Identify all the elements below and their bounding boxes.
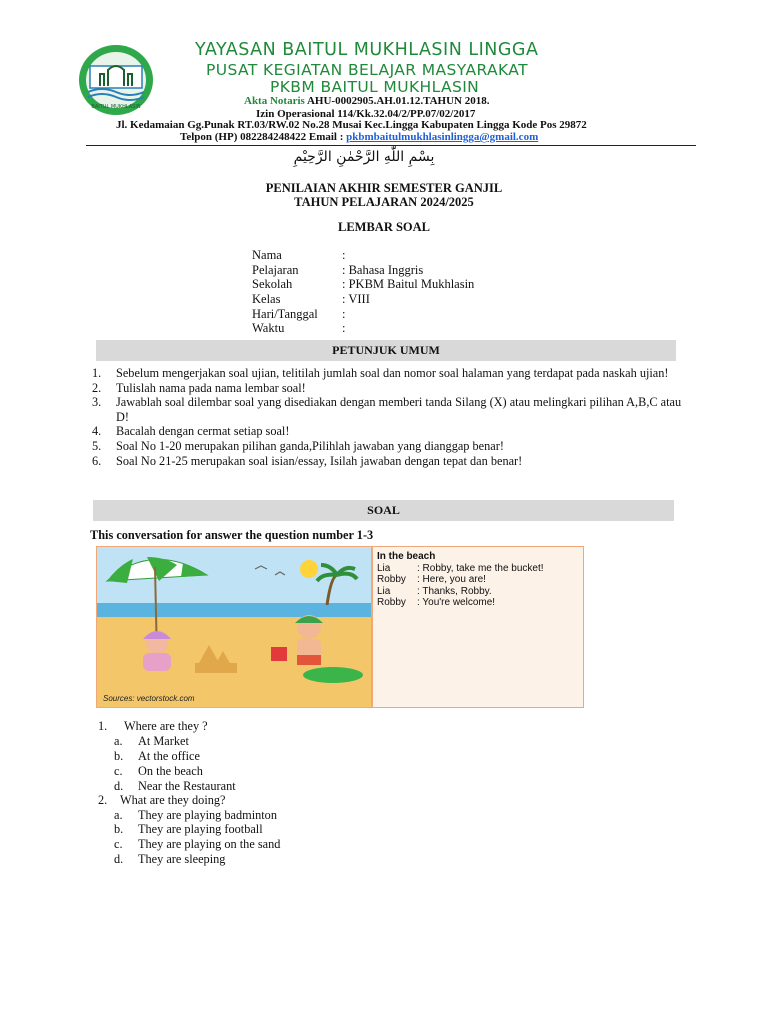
list-item: 1. Sebelum mengerjakan soal ujian, telitilah jumlah soal dan nomor soal halaman yang terdapat pada naskah ujian! [92,366,669,380]
email-link[interactable]: pkbmbaitulmukhlasinlingga@gmail.com [346,131,539,143]
list-item: 3. Jawablah soal dilembar soal yang disediakan dengan memberi tanda Silang (X) atau melingkari pilihan A,B,C atau D! [92,395,682,424]
question-2: 2. What are they doing? [98,793,226,807]
instruction-list [92,366,692,468]
identity-row: Kelas : VIII [252,292,370,306]
beach-scene-image [97,547,373,707]
soal-heading: SOAL [93,500,674,521]
svg-text:BAITUL MUKHLASIN: BAITUL MUKHLASIN [91,104,141,110]
dialog-line: Lia : Thanks, Robby. [377,585,492,597]
list-item: 5. Soal No 1-20 merupakan pilihan ganda,Pilihlah jawaban yang dianggap benar! [92,438,504,453]
org-name: YAYASAN BAITUL MUKHLASIN LINGGA [195,40,539,60]
list-item: 6. Soal No 21-25 merupakan soal isian/essay, Isilah jawaban dengan tepat dan benar! [92,453,523,468]
dialog-line: Lia : Robby, take me the bucket! [377,562,544,574]
option[interactable]: d. Near the Restaurant [114,779,236,793]
izin-operasional: Izin Operasional 114/Kk.32.04/2/PP.07/02/2017 [256,108,476,120]
conversation-intro: This conversation for answer the question number 1-3 [90,528,374,542]
contact: Telpon (HP) 082284248422 Email : pkbmbaitulmukhlasinlingga@gmail.com [180,131,539,143]
dialog-line: Robby : You're welcome! [377,597,496,608]
option[interactable]: c. They are playing on the sand [114,837,281,851]
identity-row: Hari/Tanggal : [252,307,346,321]
exam-year: TAHUN PELAJARAN 2024/2025 [294,195,474,209]
list-item: 2. Tulislah nama pada nama lembar soal! [92,380,306,395]
school-name: PKBM BAITUL MUKHLASIN [270,78,480,96]
identity-row: Pelajaran : Bahasa Inggris [252,263,424,277]
option[interactable]: a. At Market [114,734,189,748]
bismillah: بِسْمِ اللّٰهِ الرَّحْمٰنِ الرَّحِيْمِ [293,149,435,165]
sheet-title: LEMBAR SOAL [337,220,431,234]
exam-title: PENILAIAN AKHIR SEMESTER GANJIL [265,181,503,195]
dialog-line: Robby : Here, you are! [377,574,486,585]
org-unit: PUSAT KEGIATAN BELAJAR MASYARAKAT [206,61,528,79]
address: Jl. Kedamaian Gg.Punak RT.03/RW.02 No.28 Musai Kec.Lingga Kabupaten Lingga Kode Pos 29872 [116,119,587,131]
akta-notaris: Akta Notaris AHU-0002905.AH.01.12.TAHUN 2018. [244,95,490,107]
header-divider [86,145,696,146]
petunjuk-heading: PETUNJUK UMUM [96,340,676,361]
image-source: Sources: vectorstock.com [103,694,195,703]
dialog-text [377,551,544,609]
option[interactable]: a. They are playing badminton [114,808,277,822]
beach-illustration [96,546,584,708]
option[interactable]: d. They are sleeping [114,852,226,866]
question-1: 1. Where are they ? [98,719,208,733]
option[interactable]: b. They are playing football [114,822,263,836]
dialog-title: In the beach [377,551,436,562]
option[interactable]: b. At the office [114,749,200,763]
school-logo [78,42,154,118]
list-item: 4. Bacalah dengan cermat setiap soal! [92,424,290,439]
identity-row: Nama : [252,248,346,262]
option[interactable]: c. On the beach [114,764,203,778]
identity-row: Sekolah : PKBM Baitul Mukhlasin [252,277,475,291]
identity-row: Waktu : [252,321,346,335]
